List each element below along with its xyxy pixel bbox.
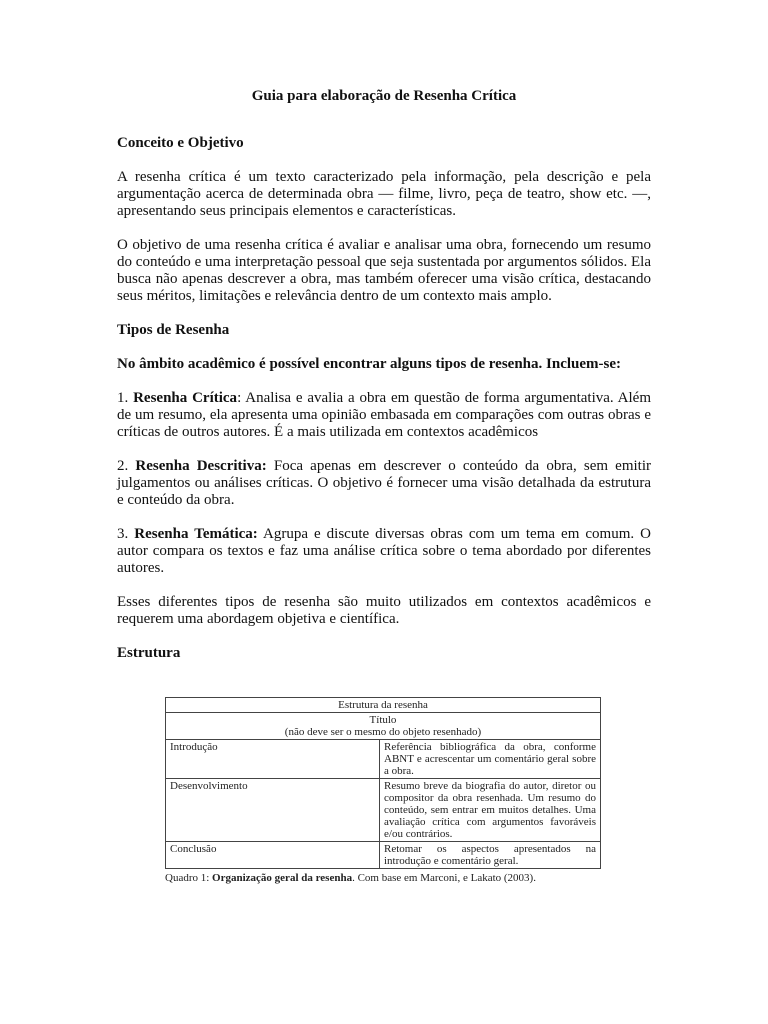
list-item-text: Agrupa e discute diversas obras com um tema em comum. O autor compara os textos e faz uma análise crítica sobre o tema abordado por diferentes autores. bbox=[117, 526, 651, 576]
section-heading-conceito: Conceito e Objetivo bbox=[117, 135, 244, 151]
section-heading-tipos: Tipos de Resenha bbox=[117, 322, 230, 338]
page-title: Guia para elaboração de Resenha Crítica bbox=[251, 88, 517, 104]
list-item-text: Analisa e avalia a obra em questão de forma argumentativa. Além de um resumo, ela apresenta uma opinião embasada em comparações com outras obras e críticas de outros autores. É a mais utilizada em contextos acadêmicos bbox=[117, 390, 651, 440]
section-heading-estrutura: Estrutura bbox=[117, 645, 181, 661]
paragraph-conceito-2: O objetivo de uma resenha crítica é avaliar e analisar uma obra, fornecendo um resumo do conteúdo e uma interpretação pessoal que seja sustentada por argumentos sólidos. Ela busca não apenas descrever a obra, mas também oferecer uma visão crítica, destacando seus méritos, limitações e relevância dentro de um contexto mais amplo. bbox=[117, 237, 651, 304]
table-cell-desc: Resumo breve da biografia do autor, diretor ou compositor da obra resenhada. Um resumo do conteúdo, sem entrar em muitos detalhes. Uma avaliação crítica com argumentos favoráveis e/ou contrários. bbox=[380, 779, 601, 842]
list-item-separator: : bbox=[237, 390, 242, 406]
document-body bbox=[117, 88, 651, 679]
caption-bold: Organização geral da resenha bbox=[212, 872, 353, 884]
list-item-number: 3. bbox=[117, 526, 129, 542]
list-item-title: Resenha Crítica bbox=[133, 390, 238, 406]
table-row bbox=[166, 842, 601, 869]
table-cell-part: Introdução bbox=[166, 740, 380, 779]
table-subheader-title: Título bbox=[369, 714, 397, 726]
table-subheader-row bbox=[166, 713, 601, 740]
structure-table bbox=[165, 697, 601, 869]
paragraph-tipos-lead: No âmbito acadêmico é possível encontrar alguns tipos de resenha. Incluem-se: bbox=[117, 356, 622, 372]
list-item-title: Resenha Descritiva: bbox=[135, 458, 267, 474]
table-cell-desc: Referência bibliográfica da obra, conforme ABNT e acrescentar um comentário geral sobre a obra. bbox=[380, 740, 601, 779]
table-subheader-note: (não deve ser o mesmo do objeto resenhado) bbox=[284, 726, 482, 738]
paragraph-tipos-closing: Esses diferentes tipos de resenha são muito utilizados em contextos acadêmicos e requerem uma abordagem objetiva e científica. bbox=[117, 594, 651, 627]
list-item-number: 1. bbox=[117, 390, 129, 406]
list-item-text: Foca apenas em descrever o conteúdo da obra, sem emitir julgamentos ou análises críticas. O objetivo é fornecer uma visão detalhada da estrutura e conteúdo da obra. bbox=[117, 458, 652, 508]
paragraph-conceito-1: A resenha crítica é um texto caracterizado pela informação, pela descrição e pela argumentação acerca de determinada obra — filme, livro, peça de teatro, show etc. —, apresentando seus principais elementos e características. bbox=[117, 169, 651, 219]
table-cell-part: Desenvolvimento bbox=[166, 779, 380, 842]
table-row bbox=[166, 779, 601, 842]
table-cell-part: Conclusão bbox=[166, 842, 380, 869]
list-item-title: Resenha Temática: bbox=[134, 526, 258, 542]
list-item-tipo-2 bbox=[117, 458, 651, 509]
caption-prefix: Quadro 1: bbox=[165, 872, 213, 884]
table-header-title: Estrutura da resenha bbox=[166, 698, 601, 713]
caption-suffix: . Com base em Marconi, e Lakato (2003). bbox=[352, 872, 536, 884]
list-item-number: 2. bbox=[117, 458, 129, 474]
table-cell-desc: Retomar os aspectos apresentados na introdução e comentário geral. bbox=[380, 842, 601, 869]
list-item-tipo-3 bbox=[117, 526, 651, 577]
structure-table-figure bbox=[165, 697, 601, 884]
table-row bbox=[166, 740, 601, 779]
list-item-tipo-1 bbox=[117, 390, 651, 441]
table-subheader bbox=[166, 713, 601, 740]
table-caption bbox=[165, 872, 601, 884]
table-header-row bbox=[166, 698, 601, 713]
